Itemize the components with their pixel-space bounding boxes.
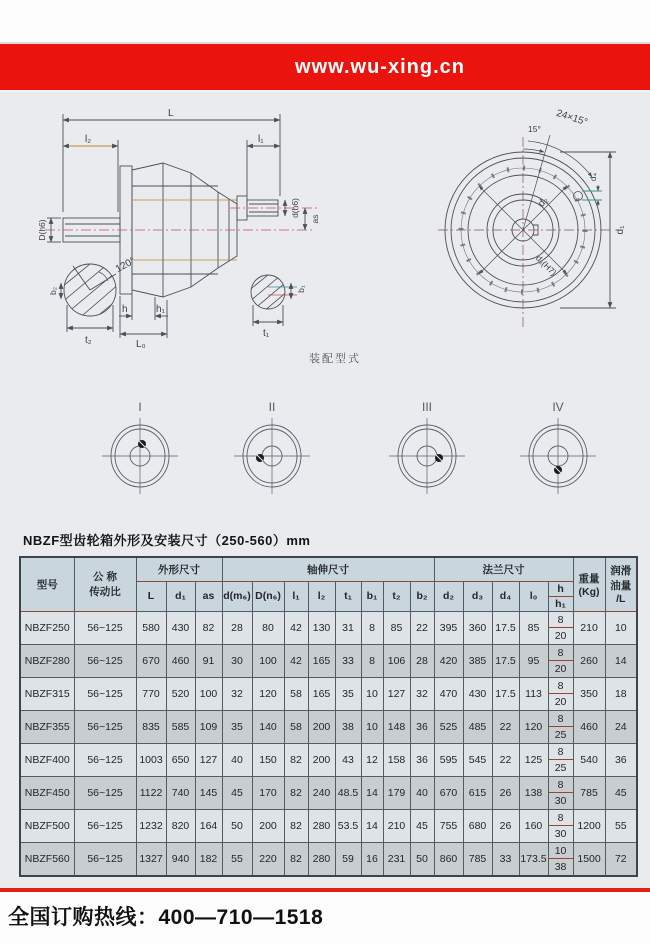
- table-cell: 755: [434, 809, 463, 842]
- dim-label-D: D(h6): [37, 219, 47, 241]
- h-h1-cell: [548, 611, 573, 644]
- table-cell: 55: [222, 842, 252, 876]
- table-cell: 200: [252, 809, 284, 842]
- table-cell: 8: [361, 644, 383, 677]
- table-cell: 670: [434, 776, 463, 809]
- col-header-h-h1: [548, 581, 573, 611]
- model-cell: NBZF355: [20, 710, 74, 743]
- banner-url: www.wu-xing.cn: [295, 56, 465, 78]
- table-cell: 91: [195, 644, 222, 677]
- table-cell: 55: [605, 809, 637, 842]
- table-cell: 160: [519, 809, 548, 842]
- h-h1-cell: [548, 776, 573, 809]
- table-cell: 12: [361, 743, 383, 776]
- col-header-ratio: [74, 557, 136, 611]
- side-view-drawing: [15, 100, 430, 350]
- col-header-l1: l₁: [284, 581, 308, 611]
- table-cell: 740: [166, 776, 195, 809]
- table-cell: 125: [519, 743, 548, 776]
- table-cell: 24: [605, 710, 637, 743]
- table-cell: 615: [463, 776, 492, 809]
- table-cell: 182: [195, 842, 222, 876]
- table-cell: 670: [136, 644, 166, 677]
- col-header-l2: l₂: [308, 581, 335, 611]
- dim-label-h1: h₁: [156, 304, 165, 315]
- table-cell: 85: [383, 611, 410, 644]
- table-cell: 56~125: [74, 776, 136, 809]
- table-cell: 56~125: [74, 809, 136, 842]
- col-header-weight: [573, 557, 605, 611]
- table-cell: 770: [136, 677, 166, 710]
- hotline-text: 全国订购热线：400—710—1518: [8, 906, 324, 929]
- dim-label-t2: t₂: [85, 335, 92, 346]
- dim-label-l1: l₁: [258, 134, 264, 145]
- col-header-h1: h₁: [555, 597, 566, 610]
- table-row: [20, 842, 637, 876]
- table-cell: 22: [410, 611, 434, 644]
- col-header-oil-line1: 润滑: [610, 565, 632, 578]
- table-cell: 430: [166, 611, 195, 644]
- table-cell: 940: [166, 842, 195, 876]
- table-cell: 430: [463, 677, 492, 710]
- table-cell: 150: [252, 743, 284, 776]
- top-margin-strip: [0, 0, 650, 44]
- h-value: 8: [549, 810, 573, 826]
- table-cell: 22: [492, 710, 519, 743]
- col-header-as: as: [195, 581, 222, 611]
- h-h1-cell: [548, 644, 573, 677]
- table-cell: 56~125: [74, 743, 136, 776]
- table-cell: 145: [195, 776, 222, 809]
- table-cell: 45: [410, 809, 434, 842]
- assembly-diagram-4: [518, 416, 598, 496]
- col-header-dm6: d(m₆): [222, 581, 252, 611]
- table-cell: 16: [361, 842, 383, 876]
- table-cell: 785: [463, 842, 492, 876]
- table-cell: 10: [605, 611, 637, 644]
- table-cell: 40: [222, 743, 252, 776]
- dim-label-d1: d₁: [615, 225, 626, 235]
- table-cell: 56~125: [74, 611, 136, 644]
- table-row: [20, 644, 637, 677]
- table-cell: 1122: [136, 776, 166, 809]
- table-cell: 1003: [136, 743, 166, 776]
- h1-value: 20: [554, 662, 567, 675]
- table-cell: 40: [410, 776, 434, 809]
- col-header-t2: t₂: [383, 581, 410, 611]
- table-cell: 420: [434, 644, 463, 677]
- table-cell: 95: [519, 644, 548, 677]
- table-cell: 460: [573, 710, 605, 743]
- assembly-diagram-1: [100, 416, 180, 496]
- table-cell: 26: [492, 776, 519, 809]
- table-cell: 1500: [573, 842, 605, 876]
- assembly-type-2: [232, 398, 312, 501]
- table-cell: 113: [519, 677, 548, 710]
- table-cell: 22: [492, 743, 519, 776]
- table-cell: 545: [463, 743, 492, 776]
- dim-label-b2: b₂: [48, 286, 58, 296]
- table-cell: 210: [573, 611, 605, 644]
- table-cell: 200: [308, 710, 335, 743]
- table-cell: 38: [335, 710, 361, 743]
- table-cell: 360: [463, 611, 492, 644]
- table-cell: 10: [361, 677, 383, 710]
- table-cell: 525: [434, 710, 463, 743]
- table-cell: 860: [434, 842, 463, 876]
- table-cell: 35: [222, 710, 252, 743]
- table-cell: 179: [383, 776, 410, 809]
- table-cell: 42: [284, 611, 308, 644]
- spec-table-body: [20, 611, 637, 876]
- table-cell: 48.5: [335, 776, 361, 809]
- h-value: 8: [549, 777, 573, 793]
- table-cell: 58: [284, 710, 308, 743]
- dim-label-bolt-pattern: 24×15°: [554, 107, 589, 129]
- table-cell: 59: [335, 842, 361, 876]
- table-cell: 240: [308, 776, 335, 809]
- table-cell: 17.5: [492, 644, 519, 677]
- assembly-diagram-3: [387, 416, 467, 496]
- table-cell: 220: [252, 842, 284, 876]
- col-header-model: 型号: [20, 557, 74, 611]
- h-h1-cell: [548, 677, 573, 710]
- table-cell: 50: [222, 809, 252, 842]
- table-cell: 56~125: [74, 644, 136, 677]
- col-header-oil: [605, 557, 637, 611]
- table-cell: 470: [434, 677, 463, 710]
- col-header-Dn6: D(n₆): [252, 581, 284, 611]
- table-cell: 18: [605, 677, 637, 710]
- table-cell: 30: [222, 644, 252, 677]
- table-cell: 56~125: [74, 710, 136, 743]
- table-cell: 785: [573, 776, 605, 809]
- table-cell: 36: [410, 710, 434, 743]
- table-cell: 200: [308, 743, 335, 776]
- table-cell: 109: [195, 710, 222, 743]
- h1-value: 38: [554, 860, 567, 873]
- table-cell: 820: [166, 809, 195, 842]
- table-cell: 260: [573, 644, 605, 677]
- table-cell: 231: [383, 842, 410, 876]
- table-cell: 14: [361, 776, 383, 809]
- table-cell: 540: [573, 743, 605, 776]
- dim-label-b1: b₁: [296, 285, 306, 293]
- h1-value: 30: [554, 827, 567, 840]
- table-cell: 58: [284, 677, 308, 710]
- col-header-ratio-line1: 公 称: [93, 571, 117, 584]
- model-cell: NBZF450: [20, 776, 74, 809]
- table-cell: 140: [252, 710, 284, 743]
- h-h1-cell: [548, 842, 573, 876]
- table-cell: 14: [361, 809, 383, 842]
- table-cell: 17.5: [492, 677, 519, 710]
- assembly-type-label: III: [421, 400, 432, 414]
- dim-label-l2: l₂: [85, 134, 92, 145]
- dim-label-120deg: 120°: [113, 255, 138, 275]
- col-header-l0: l₀: [519, 581, 548, 611]
- col-header-L: L: [136, 581, 166, 611]
- table-cell: 42: [284, 644, 308, 677]
- col-header-ratio-line2: 传动比: [89, 586, 121, 599]
- h-value: 8: [549, 744, 573, 760]
- table-cell: 82: [284, 809, 308, 842]
- table-row: [20, 710, 637, 743]
- col-header-d1: d₁: [166, 581, 195, 611]
- spec-table: [19, 556, 638, 877]
- col-header-d3: d₃: [463, 581, 492, 611]
- assembly-type-label: II: [268, 400, 276, 414]
- table-row: [20, 776, 637, 809]
- table-cell: 45: [605, 776, 637, 809]
- col-header-t1: t₁: [335, 581, 361, 611]
- table-cell: 138: [519, 776, 548, 809]
- col-header-b1: b₁: [361, 581, 383, 611]
- table-cell: 1200: [573, 809, 605, 842]
- table-cell: 14: [605, 644, 637, 677]
- dim-label-d: d(h6): [290, 198, 300, 218]
- col-header-oil-line2: 油量: [610, 580, 632, 593]
- table-row: [20, 611, 637, 644]
- col-header-d4: d₄: [492, 581, 519, 611]
- table-cell: 127: [383, 677, 410, 710]
- h-h1-cell: [548, 809, 573, 842]
- table-cell: 17.5: [492, 611, 519, 644]
- table-cell: 173.5: [519, 842, 548, 876]
- assembly-type-4: [518, 398, 598, 501]
- dim-label-d4: d₄: [588, 172, 598, 182]
- group-header-outline: 外形尺寸: [136, 557, 222, 581]
- table-cell: 10: [361, 710, 383, 743]
- table-cell: 33: [335, 644, 361, 677]
- h-value: 8: [549, 711, 573, 727]
- table-cell: 148: [383, 710, 410, 743]
- table-cell: 31: [335, 611, 361, 644]
- dim-label-d3: d₃(H7): [533, 252, 559, 278]
- table-cell: 53.5: [335, 809, 361, 842]
- table-cell: 585: [166, 710, 195, 743]
- group-header-flange: 法兰尺寸: [434, 557, 573, 581]
- table-cell: 1232: [136, 809, 166, 842]
- table-cell: 1327: [136, 842, 166, 876]
- dim-label-15deg: 15°: [528, 124, 541, 134]
- table-cell: 580: [136, 611, 166, 644]
- table-row: [20, 809, 637, 842]
- table-cell: 127: [195, 743, 222, 776]
- table-cell: 36: [410, 743, 434, 776]
- table-cell: 32: [222, 677, 252, 710]
- col-header-h: h: [549, 582, 573, 597]
- dim-label-t1: t₁: [263, 328, 270, 339]
- table-cell: 595: [434, 743, 463, 776]
- table-cell: 680: [463, 809, 492, 842]
- model-cell: NBZF250: [20, 611, 74, 644]
- table-cell: 50: [410, 842, 434, 876]
- assembly-type-label: IV: [552, 400, 564, 414]
- table-cell: 650: [166, 743, 195, 776]
- table-cell: 170: [252, 776, 284, 809]
- dim-label-h: h: [122, 304, 128, 315]
- table-cell: 33: [492, 842, 519, 876]
- table-title: NBZF型齿轮箱外形及安装尺寸（250-560）mm: [23, 533, 311, 548]
- h1-value: 25: [554, 728, 567, 741]
- col-header-weight-line2: (Kg): [578, 585, 600, 598]
- h-value: 8: [549, 645, 573, 661]
- dim-label-d2: d₂: [536, 195, 551, 210]
- table-cell: 80: [252, 611, 284, 644]
- assembly-diagram-2: [232, 416, 312, 496]
- h-value: 8: [549, 612, 573, 628]
- table-cell: 56~125: [74, 842, 136, 876]
- table-cell: 32: [410, 677, 434, 710]
- assembly-type-3: [387, 398, 467, 501]
- model-cell: NBZF500: [20, 809, 74, 842]
- table-cell: 45: [222, 776, 252, 809]
- table-cell: 120: [252, 677, 284, 710]
- table-cell: 210: [383, 809, 410, 842]
- table-cell: 120: [519, 710, 548, 743]
- table-cell: 280: [308, 809, 335, 842]
- table-row: [20, 677, 637, 710]
- h1-value: 25: [554, 761, 567, 774]
- table-cell: 35: [335, 677, 361, 710]
- table-cell: 520: [166, 677, 195, 710]
- site-banner: [0, 44, 650, 90]
- h-value: 10: [549, 843, 573, 859]
- table-cell: 100: [195, 677, 222, 710]
- dim-label-as: as: [310, 214, 320, 224]
- model-cell: NBZF280: [20, 644, 74, 677]
- col-header-d2: d₂: [434, 581, 463, 611]
- table-cell: 56~125: [74, 677, 136, 710]
- table-cell: 350: [573, 677, 605, 710]
- table-cell: 43: [335, 743, 361, 776]
- table-cell: 82: [195, 611, 222, 644]
- h1-value: 20: [554, 629, 567, 642]
- h1-value: 20: [554, 695, 567, 708]
- table-cell: 460: [166, 644, 195, 677]
- table-cell: 28: [222, 611, 252, 644]
- table-cell: 85: [519, 611, 548, 644]
- dim-label-L: L: [168, 108, 174, 119]
- h1-value: 30: [554, 794, 567, 807]
- assembly-type-1: [100, 398, 180, 501]
- model-cell: NBZF315: [20, 677, 74, 710]
- table-cell: 485: [463, 710, 492, 743]
- table-cell: 164: [195, 809, 222, 842]
- table-cell: 835: [136, 710, 166, 743]
- table-cell: 36: [605, 743, 637, 776]
- col-header-weight-line1: 重量: [578, 572, 600, 585]
- table-cell: 72: [605, 842, 637, 876]
- table-cell: 100: [252, 644, 284, 677]
- table-cell: 158: [383, 743, 410, 776]
- h-value: 8: [549, 678, 573, 694]
- table-cell: 8: [361, 611, 383, 644]
- table-cell: 130: [308, 611, 335, 644]
- scan-content: [0, 90, 650, 888]
- h-h1-cell: [548, 710, 573, 743]
- table-cell: 280: [308, 842, 335, 876]
- table-cell: 82: [284, 842, 308, 876]
- table-cell: 165: [308, 644, 335, 677]
- footer: [0, 892, 650, 943]
- col-header-b2: b₂: [410, 581, 434, 611]
- col-header-oil-line3: /L: [616, 593, 626, 606]
- table-cell: 82: [284, 743, 308, 776]
- assembly-section-title: 装配型式: [309, 353, 361, 365]
- group-header-shaft: 轴伸尺寸: [222, 557, 434, 581]
- table-cell: 385: [463, 644, 492, 677]
- model-cell: NBZF560: [20, 842, 74, 876]
- table-cell: 28: [410, 644, 434, 677]
- table-cell: 82: [284, 776, 308, 809]
- flange-view-drawing: [430, 97, 640, 347]
- dim-label-L0: L₀: [136, 339, 146, 350]
- table-row: [20, 743, 637, 776]
- h-h1-cell: [548, 743, 573, 776]
- table-cell: 26: [492, 809, 519, 842]
- table-cell: 165: [308, 677, 335, 710]
- table-cell: 395: [434, 611, 463, 644]
- assembly-type-label: I: [138, 400, 142, 414]
- table-cell: 106: [383, 644, 410, 677]
- model-cell: NBZF400: [20, 743, 74, 776]
